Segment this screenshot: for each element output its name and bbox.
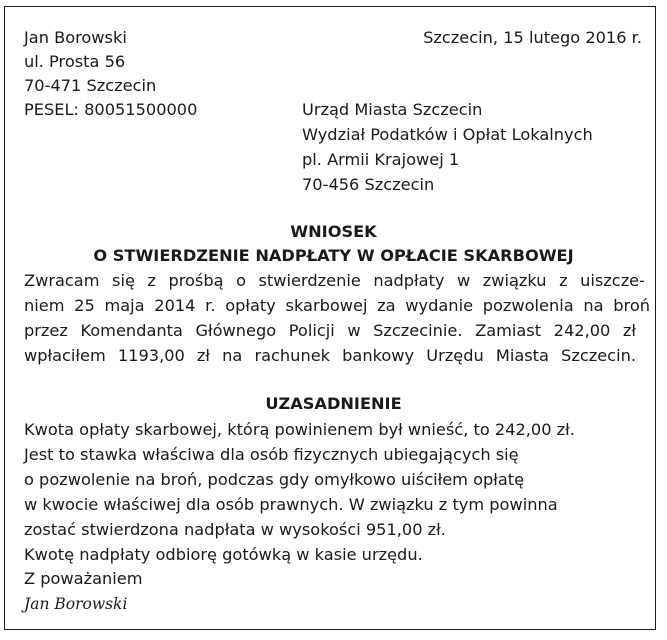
justification-line-1: Kwota opłaty skarbowej, którą powinienem był wnieść, to 242,00 zł.	[24, 420, 575, 439]
recipient-line-1: Urząd Miasta Szczecin	[302, 100, 483, 119]
signature: Jan Borowski	[24, 595, 128, 613]
justification-line-2: Jest to stawka właściwa dla osób fizycznych ubiegających się	[24, 445, 519, 464]
sender-pesel: PESEL: 80051500000	[24, 100, 198, 119]
request-line-3: przez Komendanta Głównego Policji w Szczecinie. Zamiast 242,00 zł	[24, 321, 636, 340]
sender-name: Jan Borowski	[24, 28, 127, 47]
request-line-2: niem 25 maja 2014 r. opłaty skarbowej za wydanie pozwolenia na broń	[24, 296, 650, 315]
document-title: WNIOSEK	[290, 222, 377, 241]
place-date: Szczecin, 15 lutego 2016 r.	[423, 28, 642, 47]
justification-line-6: Kwotę nadpłaty odbiorę gotówką w kasie urzędu.	[24, 545, 423, 564]
recipient-line-4: 70-456 Szczecin	[302, 175, 435, 194]
sender-street: ul. Prosta 56	[24, 52, 126, 71]
request-line-4: wpłaciłem 1193,00 zł na rachunek bankowy Urzędu Miasta Szczecin.	[24, 346, 636, 365]
justification-heading: UZASADNIENIE	[265, 394, 402, 413]
recipient-line-3: pl. Armii Krajowej 1	[302, 150, 460, 169]
document-subtitle: O STWIERDZENIE NADPŁATY W OPŁACIE SKARBOWEJ	[93, 246, 574, 265]
request-line-1: Zwracam się z prośbą o stwierdzenie nadpłaty w związku z uiszcze-	[24, 271, 645, 290]
justification-line-4: w kwocie właściwej dla osób prawnych. W związku z tym powinna	[24, 495, 558, 514]
justification-line-3: o pozwolenie na broń, podczas gdy omyłkowo uiściłem opłatę	[24, 470, 525, 489]
recipient-line-2: Wydział Podatków i Opłat Lokalnych	[302, 125, 593, 144]
closing-phrase: Z poważaniem	[24, 569, 143, 588]
sender-city: 70-471 Szczecin	[24, 76, 157, 95]
justification-line-5: zostać stwierdzona nadpłata w wysokości 951,00 zł.	[24, 520, 446, 539]
